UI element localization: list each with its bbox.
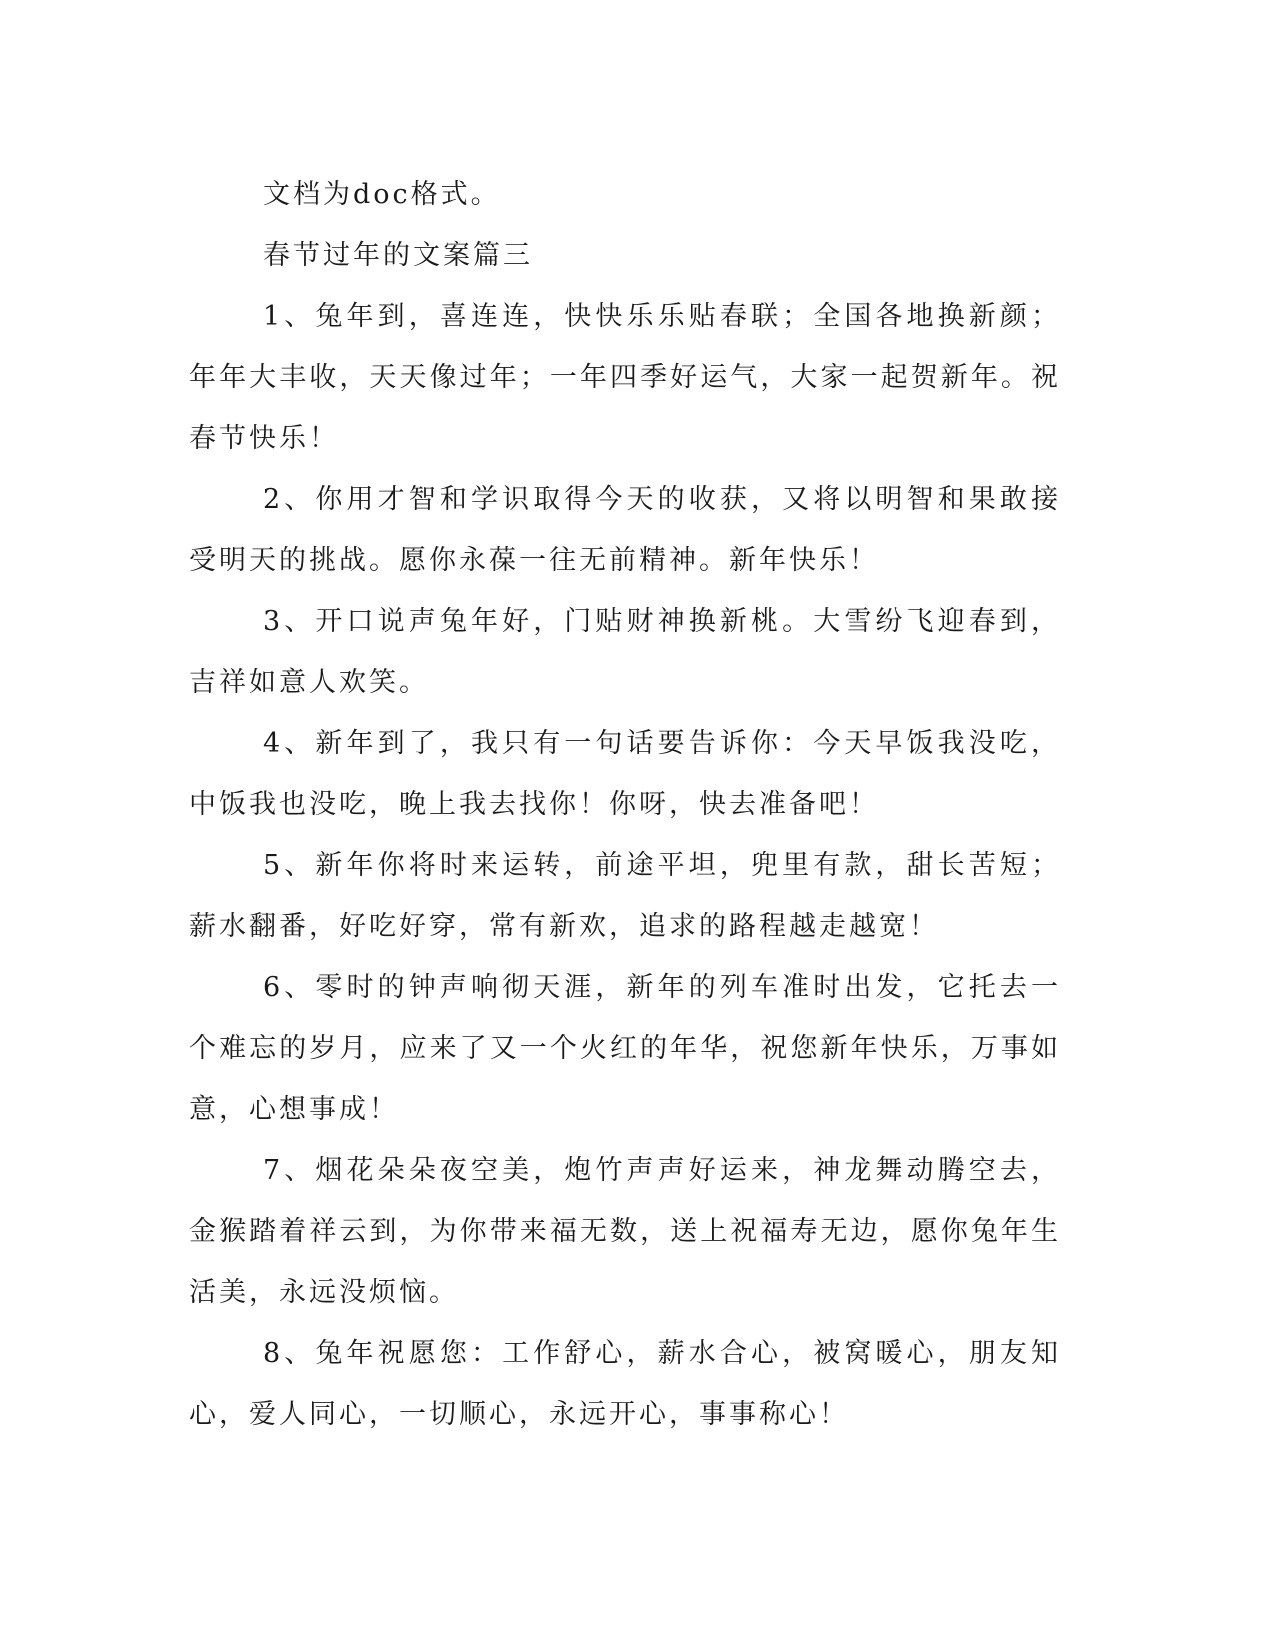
greeting-item-8: 8、兔年祝愿您：工作舒心，薪水合心，被窝暖心，朋友知心，爱人同心，一切顺心，永远开心，事事称心！ bbox=[189, 1338, 1061, 1430]
greeting-item-6: 6、零时的钟声响彻天涯，新年的列车准时出发，它托去一个难忘的岁月，应来了又一个火红的年华，祝您新年快乐，万事如意，心想事成！ bbox=[189, 972, 1061, 1125]
greeting-item-1: 1、兔年到，喜连连，快快乐乐贴春联；全国各地换新颜；年年大丰收，天天像过年；一年四季好运气，大家一起贺新年。祝春节快乐！ bbox=[189, 301, 1061, 454]
document-body bbox=[189, 164, 1061, 1445]
greeting-item-7: 7、烟花朵朵夜空美，炮竹声声好运来，神龙舞动腾空去，金猴踏着祥云到，为你带来福无数，送上祝福寿无边，愿你兔年生活美，永远没烦恼。 bbox=[189, 1155, 1061, 1308]
greeting-item-2: 2、你用才智和学识取得今天的收获，又将以明智和果敢接受明天的挑战。愿你永葆一往无前精神。新年快乐！ bbox=[189, 484, 1061, 576]
greeting-item-4: 4、新年到了，我只有一句话要告诉你：今天早饭我没吃，中饭我也没吃，晚上我去找你！你呀，快去准备吧！ bbox=[189, 728, 1061, 820]
format-note: 文档为doc格式。 bbox=[263, 179, 501, 210]
greeting-item-5: 5、新年你将时来运转，前途平坦，兜里有款，甜长苦短；薪水翻番，好吃好穿，常有新欢，追求的路程越走越宽！ bbox=[189, 850, 1061, 942]
section-title: 春节过年的文案篇三 bbox=[263, 240, 533, 271]
greeting-item-3: 3、开口说声兔年好，门贴财神换新桃。大雪纷飞迎春到，吉祥如意人欢笑。 bbox=[189, 606, 1061, 698]
